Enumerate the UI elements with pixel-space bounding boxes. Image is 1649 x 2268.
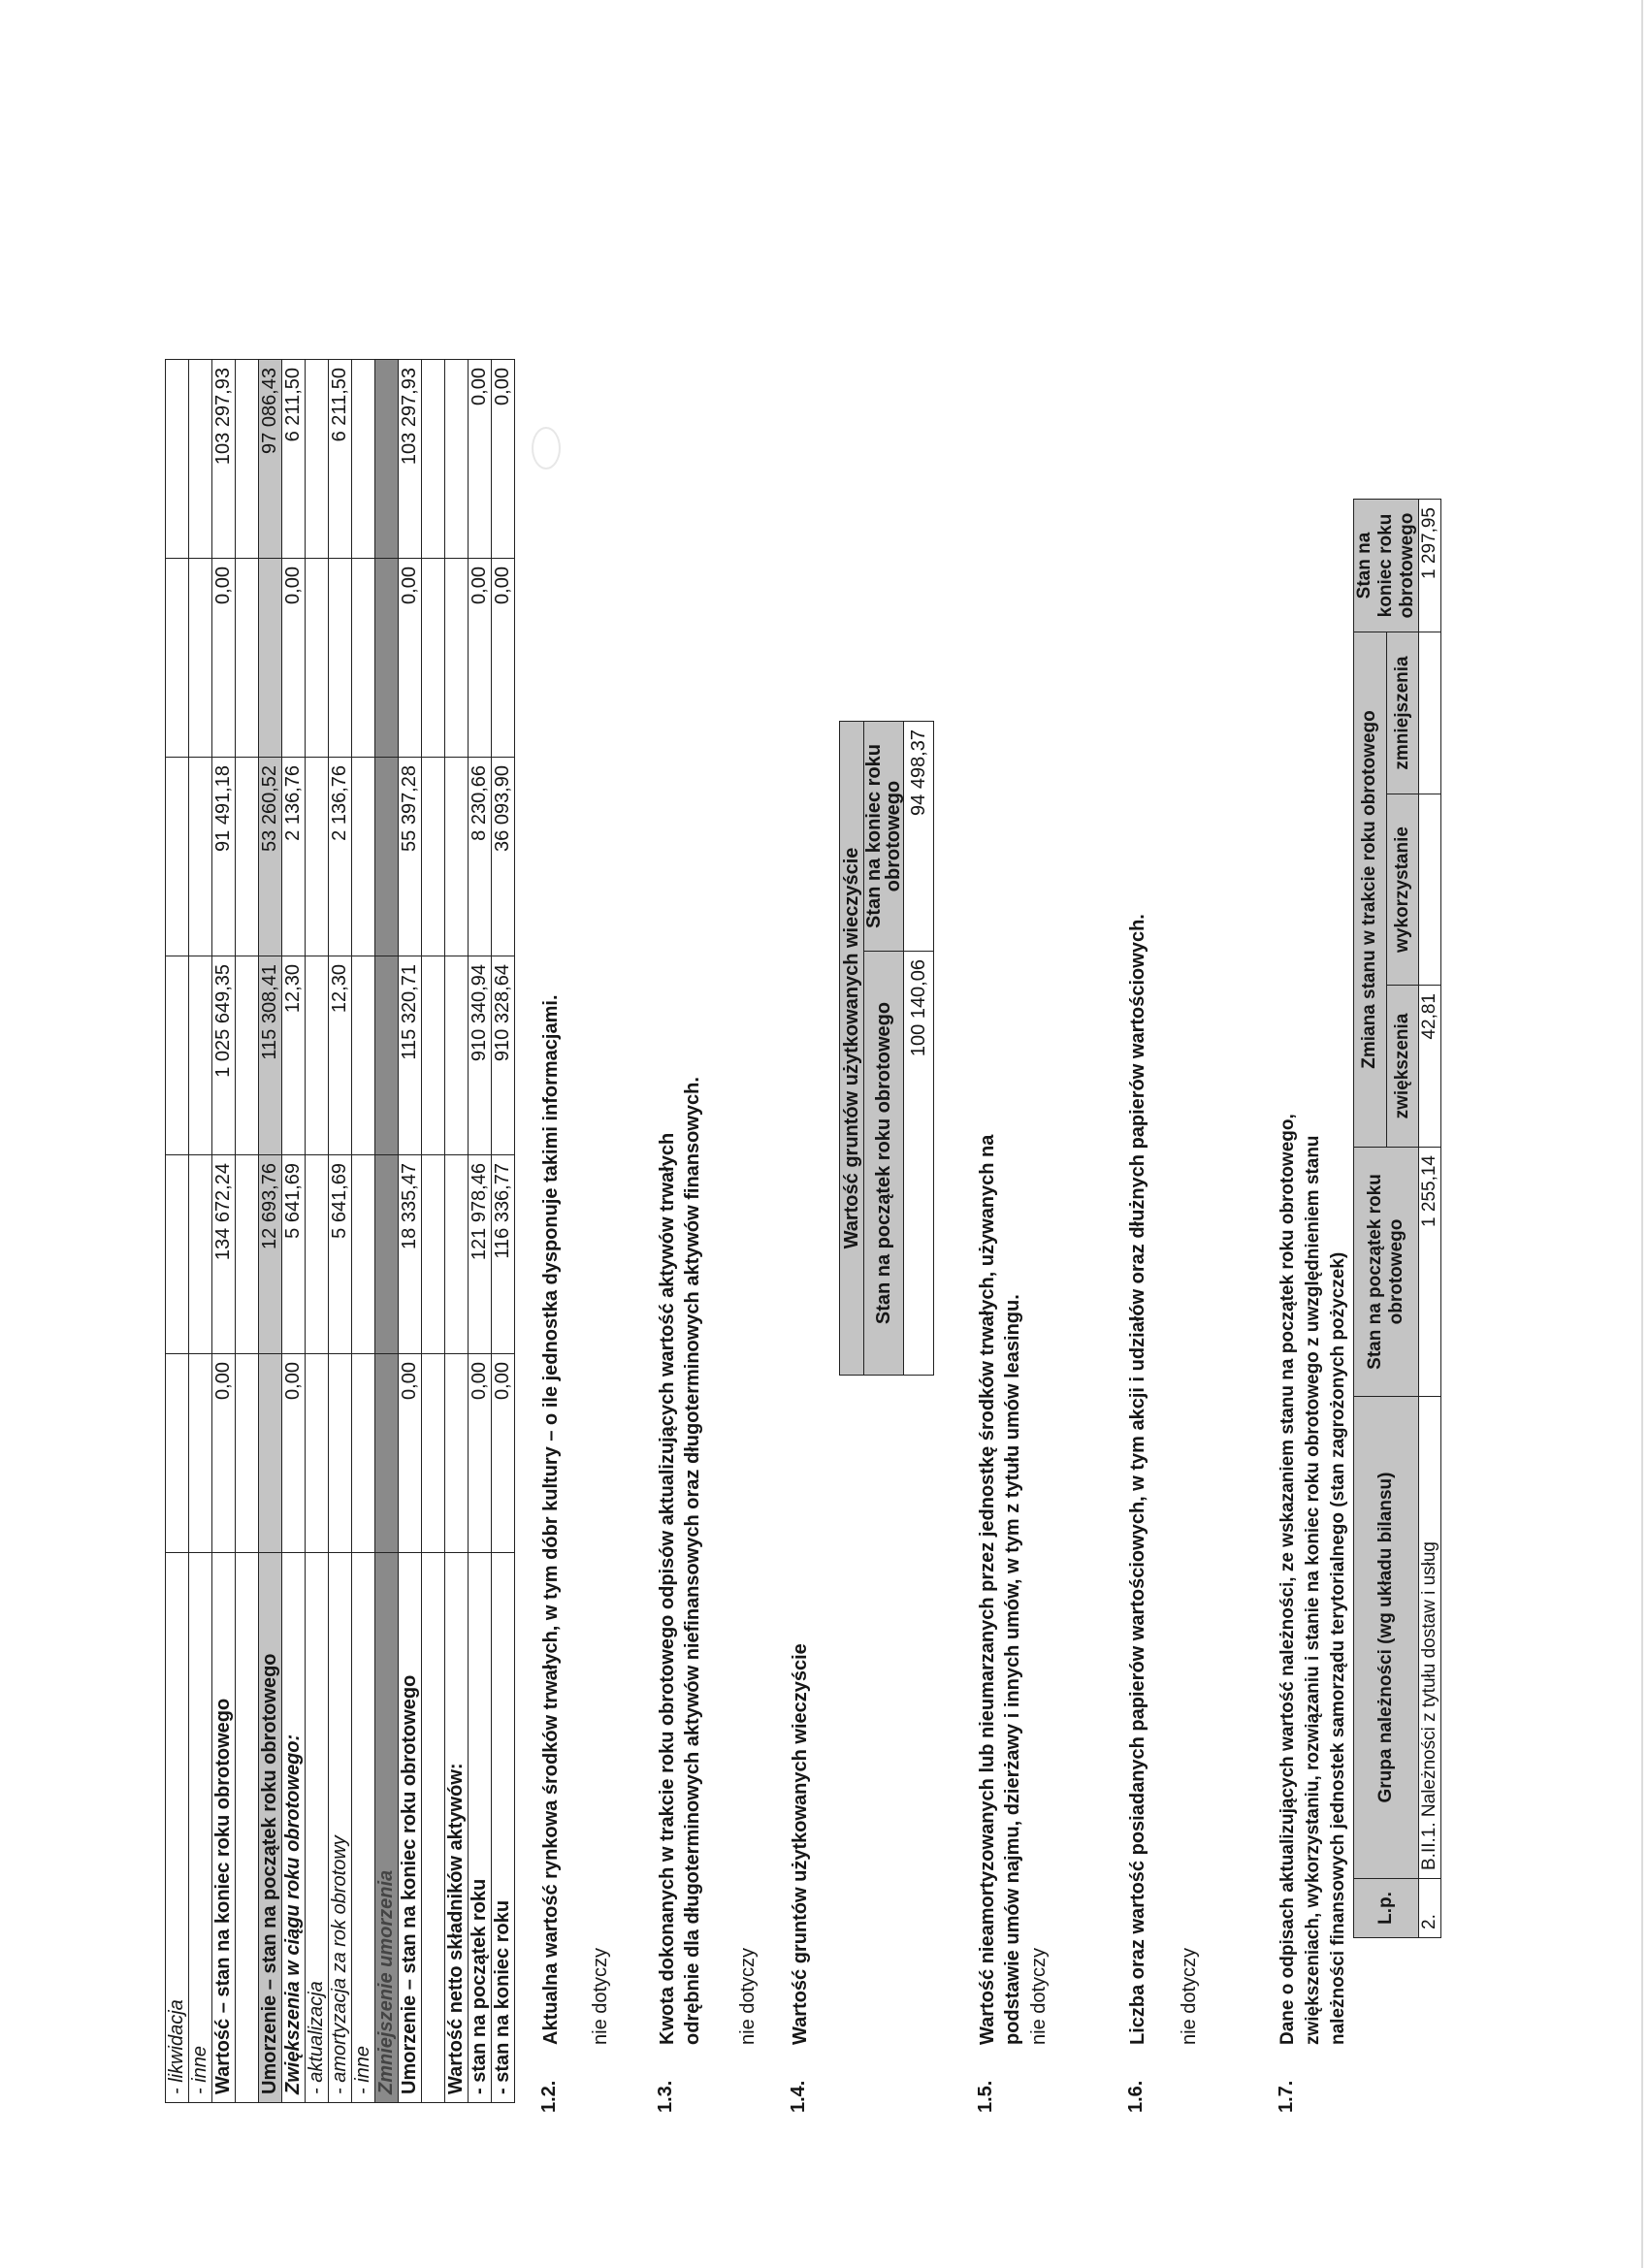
value-cell <box>306 1354 329 1553</box>
column-header-lp: L.p. <box>1354 1879 1419 1938</box>
value-cell: 0,00 <box>212 1354 236 1553</box>
column-header-increase: zwiększenia <box>1386 986 1419 1148</box>
table-row <box>375 360 399 2103</box>
table-row <box>236 360 259 2103</box>
not-applicable-note: nie dotyczy <box>590 1947 611 2045</box>
section-number: 1.3. <box>655 2080 676 2113</box>
row-label: Zmniejszenie umorzenia <box>375 1553 399 2103</box>
value-cell <box>375 1354 399 1553</box>
value-cell <box>422 758 445 956</box>
value-cell: 0,00 <box>492 1354 515 1553</box>
table-row <box>445 360 469 2103</box>
section-number: 1.2. <box>538 2080 560 2113</box>
cell-usage <box>1419 794 1441 986</box>
value-cell: 115 308,41 <box>259 956 282 1155</box>
value-cell <box>306 559 329 758</box>
value-cell: 0,00 <box>282 1354 306 1553</box>
table-row <box>422 360 445 2103</box>
column-header-decrease: zmniejszenia <box>1386 632 1419 794</box>
value-cell: 18 335,47 <box>399 1155 422 1354</box>
column-header-change: Zmiana stanu w trakcie roku obrotowego <box>1354 632 1387 1148</box>
section-number: 1.7. <box>1276 2080 1297 2113</box>
not-applicable-note: nie dotyczy <box>1179 1947 1200 2045</box>
value-cell: 8 230,66 <box>469 758 492 956</box>
section-text: Wartość nieamortyzowanych lub nieumarzanych przez jednostkę środków trwałych, używanych na podstawie umów najmu, dzierżawy i innych umów, w tym z tytułu umów leasingu. <box>977 1134 1023 2045</box>
value-cell <box>189 559 212 758</box>
value-cell <box>259 559 282 758</box>
value-cell: 103 297,93 <box>399 360 422 559</box>
section-number: 1.6. <box>1125 2080 1147 2113</box>
value-cell: 5 641,69 <box>329 1155 352 1354</box>
value-start: 100 140,06 <box>904 952 934 1376</box>
value-cell <box>236 1155 259 1354</box>
section-text: Aktualna wartość rynkowa środków trwałych, w tym dóbr kultury – o ile jednostka dysponuje takimi informacjami. <box>540 994 562 2045</box>
value-cell <box>306 360 329 559</box>
value-cell <box>189 360 212 559</box>
section-text: Kwota dokonanych w trakcie roku obrotowego odpisów aktualizujących wartość aktywów trwałych odrębnie dla długoterminowych aktywów niefinansowych oraz długoterminowych aktywów finansowych. <box>657 1077 703 2045</box>
fixed-assets-table <box>165 359 515 2103</box>
table-row <box>189 360 212 2103</box>
value-cell <box>375 956 399 1155</box>
value-cell: 0,00 <box>492 559 515 758</box>
value-cell <box>445 1155 469 1354</box>
value-cell <box>422 559 445 758</box>
value-cell: 36 093,90 <box>492 758 515 956</box>
value-cell <box>189 1354 212 1553</box>
row-label: Zwiększenia w ciągu roku obrotowego: <box>282 1553 306 2103</box>
table-row <box>212 360 236 2103</box>
value-cell <box>166 559 189 758</box>
row-label: Wartość netto składników aktywów: <box>445 1553 469 2103</box>
row-label <box>236 1553 259 2103</box>
value-cell <box>236 1354 259 1553</box>
value-cell <box>306 956 329 1155</box>
value-cell <box>166 360 189 559</box>
value-cell: 0,00 <box>399 559 422 758</box>
value-cell: 116 336,77 <box>492 1155 515 1354</box>
value-cell <box>352 559 375 758</box>
value-cell: 115 320,71 <box>399 956 422 1155</box>
cell-group: B.II.1. Należności z tytułu dostaw i usług <box>1419 1397 1441 1879</box>
row-label: Umorzenie – stan na koniec roku obrotowego <box>399 1553 422 2103</box>
value-cell: 91 491,18 <box>212 758 236 956</box>
value-cell: 53 260,52 <box>259 758 282 956</box>
value-cell <box>236 559 259 758</box>
table-row <box>306 360 329 2103</box>
value-cell: 2 136,76 <box>329 758 352 956</box>
value-cell <box>352 360 375 559</box>
value-cell <box>445 1354 469 1553</box>
value-cell: 12,30 <box>329 956 352 1155</box>
column-header-end: Stan na koniec roku obrotowego <box>864 722 904 952</box>
column-header-start: Stan na początek roku obrotowego <box>864 952 904 1376</box>
row-label <box>422 1553 445 2103</box>
value-cell <box>375 360 399 559</box>
value-cell <box>445 758 469 956</box>
value-cell: 5 641,69 <box>282 1155 306 1354</box>
value-cell: 910 340,94 <box>469 956 492 1155</box>
column-header-group: Grupa należności (wg układu bilansu) <box>1354 1397 1419 1879</box>
cell-decrease <box>1419 632 1441 794</box>
table-row <box>469 360 492 2103</box>
value-cell: 0,00 <box>399 1354 422 1553</box>
value-cell <box>189 758 212 956</box>
value-cell <box>445 360 469 559</box>
value-end: 94 498,37 <box>904 722 934 952</box>
value-cell <box>375 758 399 956</box>
value-cell <box>236 758 259 956</box>
section-number: 1.5. <box>975 2080 996 2113</box>
value-cell <box>259 1354 282 1553</box>
value-cell <box>422 1155 445 1354</box>
table-row <box>1419 500 1441 1938</box>
column-header-start: Stan na początek roku obrotowego <box>1354 1148 1419 1397</box>
table-row <box>282 360 306 2103</box>
value-cell <box>445 559 469 758</box>
value-cell: 134 672,24 <box>212 1155 236 1354</box>
row-label: - likwidacja <box>166 1553 189 2103</box>
value-cell: 12 693,76 <box>259 1155 282 1354</box>
value-cell: 6 211,50 <box>329 360 352 559</box>
receivables-write-down-table <box>1353 499 1441 1938</box>
value-cell <box>422 1354 445 1553</box>
table-row <box>492 360 515 2103</box>
cell-lp: 2. <box>1419 1879 1441 1938</box>
table-row <box>399 360 422 2103</box>
value-cell <box>445 956 469 1155</box>
row-label: - amortyzacja za rok obrotowy <box>329 1553 352 2103</box>
value-cell: 12,30 <box>282 956 306 1155</box>
value-cell <box>306 758 329 956</box>
row-label: - stan na początek roku <box>469 1553 492 2103</box>
section-text: Liczba oraz wartość posiadanych papierów wartościowych, w tym akcji i udziałów oraz dłużnych papierów wartościowych. <box>1127 914 1148 2045</box>
value-cell: 121 978,46 <box>469 1155 492 1354</box>
value-cell <box>375 559 399 758</box>
row-label: Wartość – stan na koniec roku obrotowego <box>212 1553 236 2103</box>
value-cell <box>329 559 352 758</box>
not-applicable-note: nie dotyczy <box>1028 1947 1050 2045</box>
section-text: Dane o odpisach aktualizujących wartość należności, ze wskazaniem stanu na początek roku obrotowego, zwiększeniach, wykorzystaniu, rozwiązaniu i stanie na koniec roku obrotowego z uwzględnieniem stanu należności finansowych jednostek samorządu terytorialnego (stan zagrożonych pożyczek) <box>1277 1114 1348 2045</box>
row-label: - aktualizacja <box>306 1553 329 2103</box>
value-cell <box>236 956 259 1155</box>
table-title: Wartość gruntów użytkowanych wieczyście <box>840 722 864 1376</box>
value-cell <box>189 956 212 1155</box>
value-cell <box>166 758 189 956</box>
value-cell <box>166 1354 189 1553</box>
value-cell: 0,00 <box>469 360 492 559</box>
value-cell: 0,00 <box>469 1354 492 1553</box>
row-label: - stan na koniec roku <box>492 1553 515 2103</box>
value-cell <box>375 1155 399 1354</box>
value-cell: 1 025 649,35 <box>212 956 236 1155</box>
value-cell: 2 136,76 <box>282 758 306 956</box>
value-cell <box>306 1155 329 1354</box>
value-cell: 0,00 <box>469 559 492 758</box>
row-label: - inne <box>189 1553 212 2103</box>
value-cell <box>352 1354 375 1553</box>
table-row <box>329 360 352 2103</box>
table-row <box>259 360 282 2103</box>
value-cell: 97 086,43 <box>259 360 282 559</box>
perpetual-usufruct-table <box>839 721 934 1376</box>
value-cell: 0,00 <box>282 559 306 758</box>
value-cell: 910 328,64 <box>492 956 515 1155</box>
value-cell: 55 397,28 <box>399 758 422 956</box>
value-cell <box>166 956 189 1155</box>
section-text: Wartość gruntów użytkowanych wieczyście <box>790 1643 811 2045</box>
row-label: Umorzenie – stan na początek roku obrotowego <box>259 1553 282 2103</box>
value-cell <box>236 360 259 559</box>
cell-increase: 42,81 <box>1419 986 1441 1148</box>
table-row <box>352 360 375 2103</box>
value-cell: 0,00 <box>492 360 515 559</box>
section-number: 1.4. <box>788 2080 809 2113</box>
value-cell: 6 211,50 <box>282 360 306 559</box>
value-cell <box>422 360 445 559</box>
value-cell: 103 297,93 <box>212 360 236 559</box>
value-cell <box>422 956 445 1155</box>
cell-start: 1 255,14 <box>1419 1148 1441 1397</box>
value-cell <box>189 1155 212 1354</box>
value-cell <box>166 1155 189 1354</box>
table-row <box>166 360 189 2103</box>
column-header-usage: wykorzystanie <box>1386 794 1419 986</box>
column-header-end: Stan na koniec roku obrotowego <box>1354 500 1419 632</box>
cell-end: 1 297,95 <box>1419 500 1441 632</box>
not-applicable-note: nie dotyczy <box>737 1947 759 2045</box>
value-cell <box>352 1155 375 1354</box>
value-cell: 0,00 <box>212 559 236 758</box>
row-label: - inne <box>352 1553 375 2103</box>
value-cell <box>329 1354 352 1553</box>
value-cell <box>352 956 375 1155</box>
value-cell <box>352 758 375 956</box>
